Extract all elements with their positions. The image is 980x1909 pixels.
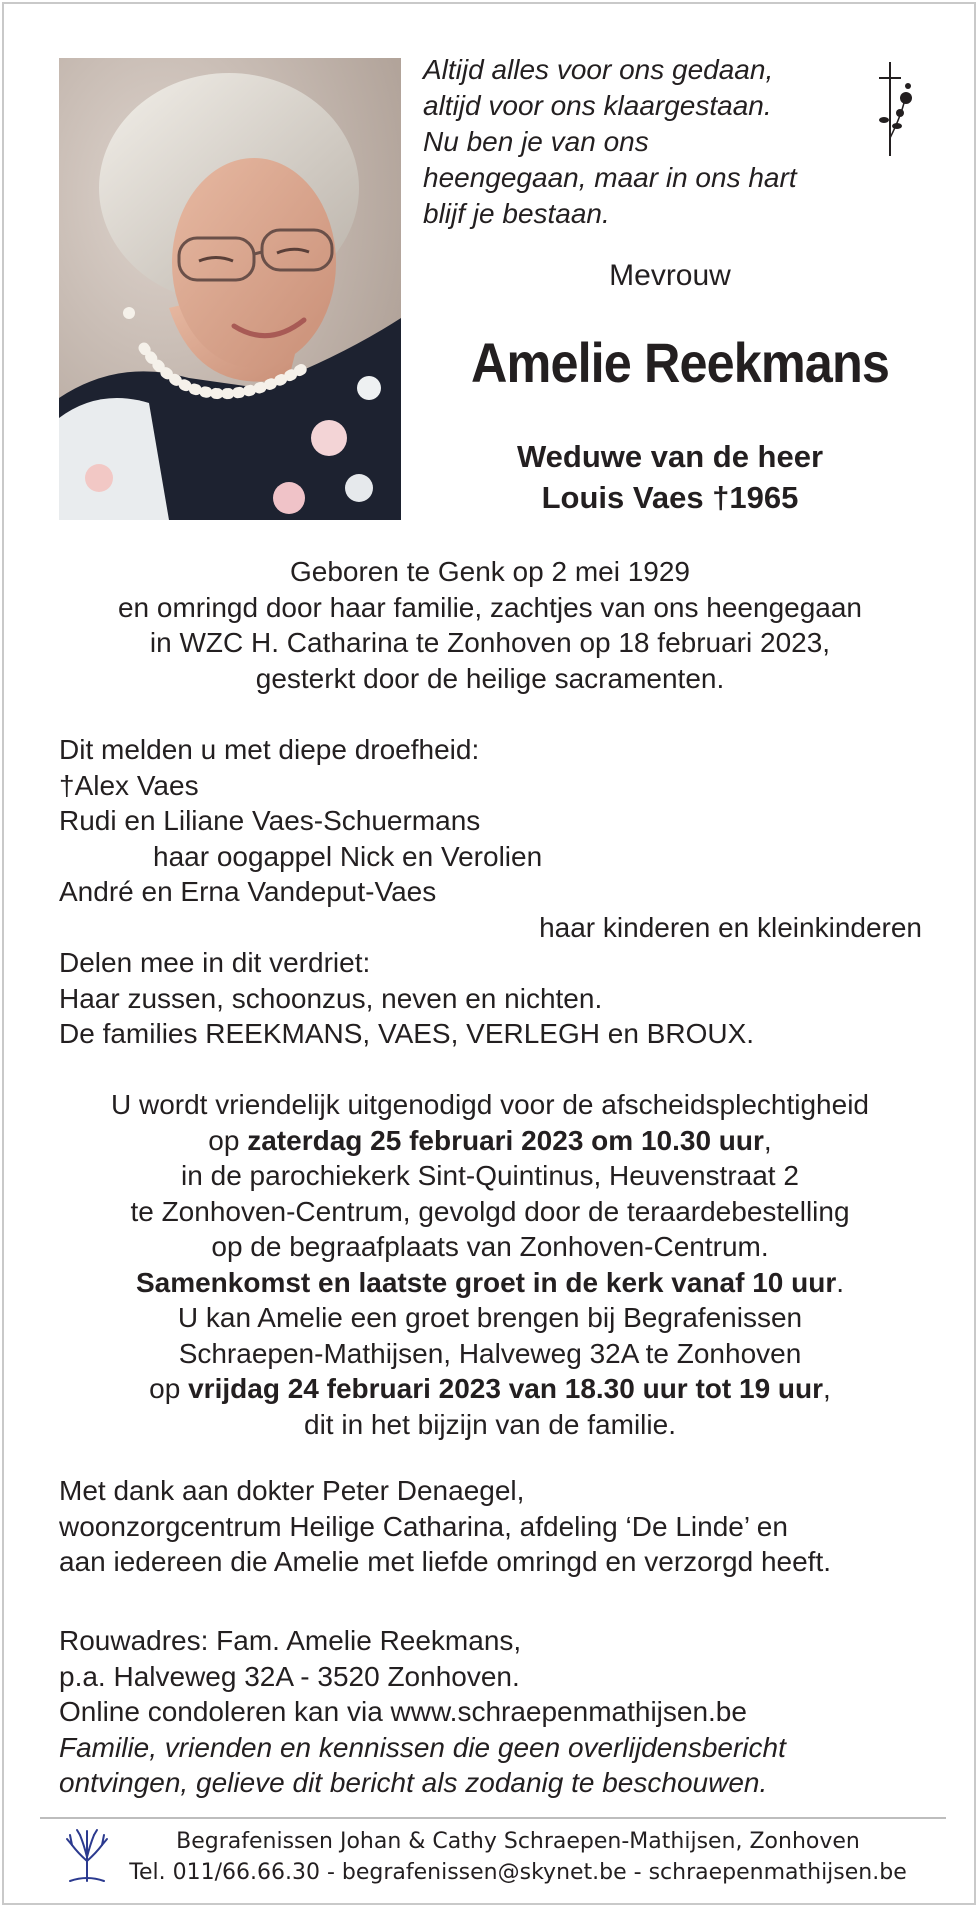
poem-line: heengegaan, maar in ons hart — [423, 162, 797, 193]
address-paragraph — [59, 1623, 939, 1801]
family-member: haar oogappel Nick en Verolien — [153, 840, 543, 872]
family-summary: haar kinderen en kleinkinderen — [539, 911, 922, 943]
text-line: U kan Amelie een groet brengen bij Begrafenissen — [177, 1302, 803, 1333]
funeral-home-footer — [118, 1826, 918, 1888]
funeral-home-contact: Tel. 011/66.66.30 - begrafenissen@skynet.be - schraepenmathijsen.be — [129, 1860, 907, 1885]
footer-divider — [40, 1817, 946, 1819]
text-line: en omringd door haar familie, zachtjes van ons heengegaan — [117, 591, 863, 623]
poem-line: blijf je bestaan. — [423, 198, 610, 229]
text-line: te Zonhoven-Centrum, gevolgd door de teraardebestelling — [130, 1195, 850, 1227]
family-list — [59, 732, 939, 1052]
text-line: woonzorgcentrum Heilige Catharina, afdeling ‘De Linde’ en — [59, 1510, 788, 1542]
text-line: Online condoleren kan via www.schraepenmathijsen.be — [59, 1696, 747, 1727]
text-line: in WZC H. Catharina te Zonhoven op 18 februari 2023, — [149, 627, 831, 658]
visitation-date: vrijdag 24 februari 2023 van 18.30 uur tot 19 uur — [188, 1373, 824, 1404]
birth-death-paragraph — [40, 554, 940, 696]
family-subheading: Delen mee in dit verdriet: — [59, 947, 371, 978]
tree-logo-icon — [62, 1827, 112, 1883]
poem — [423, 52, 863, 232]
text-line: aan iedereen die Amelie met liefde omringd en verzorgd heeft. — [59, 1546, 832, 1577]
poem-line: Nu ben je van ons — [423, 126, 649, 157]
text-line: op zaterdag 25 februari 2023 om 10.30 uur, — [208, 1124, 772, 1156]
text-line: dit in het bijzijn van de familie. — [304, 1408, 676, 1440]
widow-statement — [420, 436, 920, 518]
portrait-photo — [59, 58, 401, 520]
text-line: Geboren te Genk op 2 mei 1929 — [289, 556, 691, 587]
text-line: Schraepen-Mathijsen, Halveweg 32A te Zonhoven — [178, 1337, 802, 1369]
deceased-name: Amelie Reekmans — [471, 331, 889, 394]
text-line: in de parochiekerk Sint-Quintinus, Heuvenstraat 2 — [181, 1160, 799, 1191]
text-line: Met dank aan dokter Peter Denaegel, — [59, 1475, 525, 1506]
gathering-note: Samenkomst en laatste groet in de kerk vanaf 10 uur — [135, 1266, 837, 1298]
family-member: De families REEKMANS, VAES, VERLEGH en BROUX. — [59, 1018, 755, 1049]
family-member: André en Erna Vandeput-Vaes — [59, 876, 437, 907]
text-line: Samenkomst en laatste groet in de kerk vanaf 10 uur. — [135, 1266, 845, 1298]
poem-line: Altijd alles voor ons gedaan, — [423, 54, 774, 85]
ceremony-paragraph — [40, 1087, 940, 1442]
family-member: Rudi en Liliane Vaes-Schuermans — [59, 805, 481, 836]
text-line: p.a. Halveweg 32A - 3520 Zonhoven. — [59, 1660, 520, 1692]
text-line: op vrijdag 24 februari 2023 van 18.30 uur tot 19 uur, — [149, 1373, 831, 1404]
poem-line: altijd voor ons klaargestaan. — [423, 90, 772, 121]
cross-with-rose-icon — [870, 58, 920, 158]
family-intro: Dit melden u met diepe droefheid: — [59, 734, 480, 765]
text-line: op de begraafplaats van Zonhoven-Centrum. — [211, 1231, 769, 1262]
salutation: Mevrouw — [609, 259, 731, 292]
family-member: Haar zussen, schoonzus, neven en nichten. — [59, 982, 603, 1014]
funeral-home-name: Begrafenissen Johan & Cathy Schraepen-Mathijsen, Zonhoven — [176, 1829, 860, 1854]
thanks-paragraph — [59, 1473, 939, 1580]
ceremony-date: zaterdag 25 februari 2023 om 10.30 uur — [247, 1124, 764, 1156]
text-line: Rouwadres: Fam. Amelie Reekmans, — [59, 1625, 522, 1656]
widow-line: Weduwe van de heer — [516, 439, 824, 474]
text-line: ontvingen, gelieve dit bericht als zodanig te beschouwen. — [59, 1767, 768, 1798]
widow-line: Louis Vaes †1965 — [541, 480, 799, 515]
text-line: Familie, vrienden en kennissen die geen overlijdensbericht — [59, 1731, 786, 1763]
family-member: †Alex Vaes — [59, 769, 199, 801]
text-line: U wordt vriendelijk uitgenodigd voor de afscheidsplechtigheid — [110, 1089, 869, 1120]
text-line: gesterkt door de heilige sacramenten. — [255, 662, 725, 694]
